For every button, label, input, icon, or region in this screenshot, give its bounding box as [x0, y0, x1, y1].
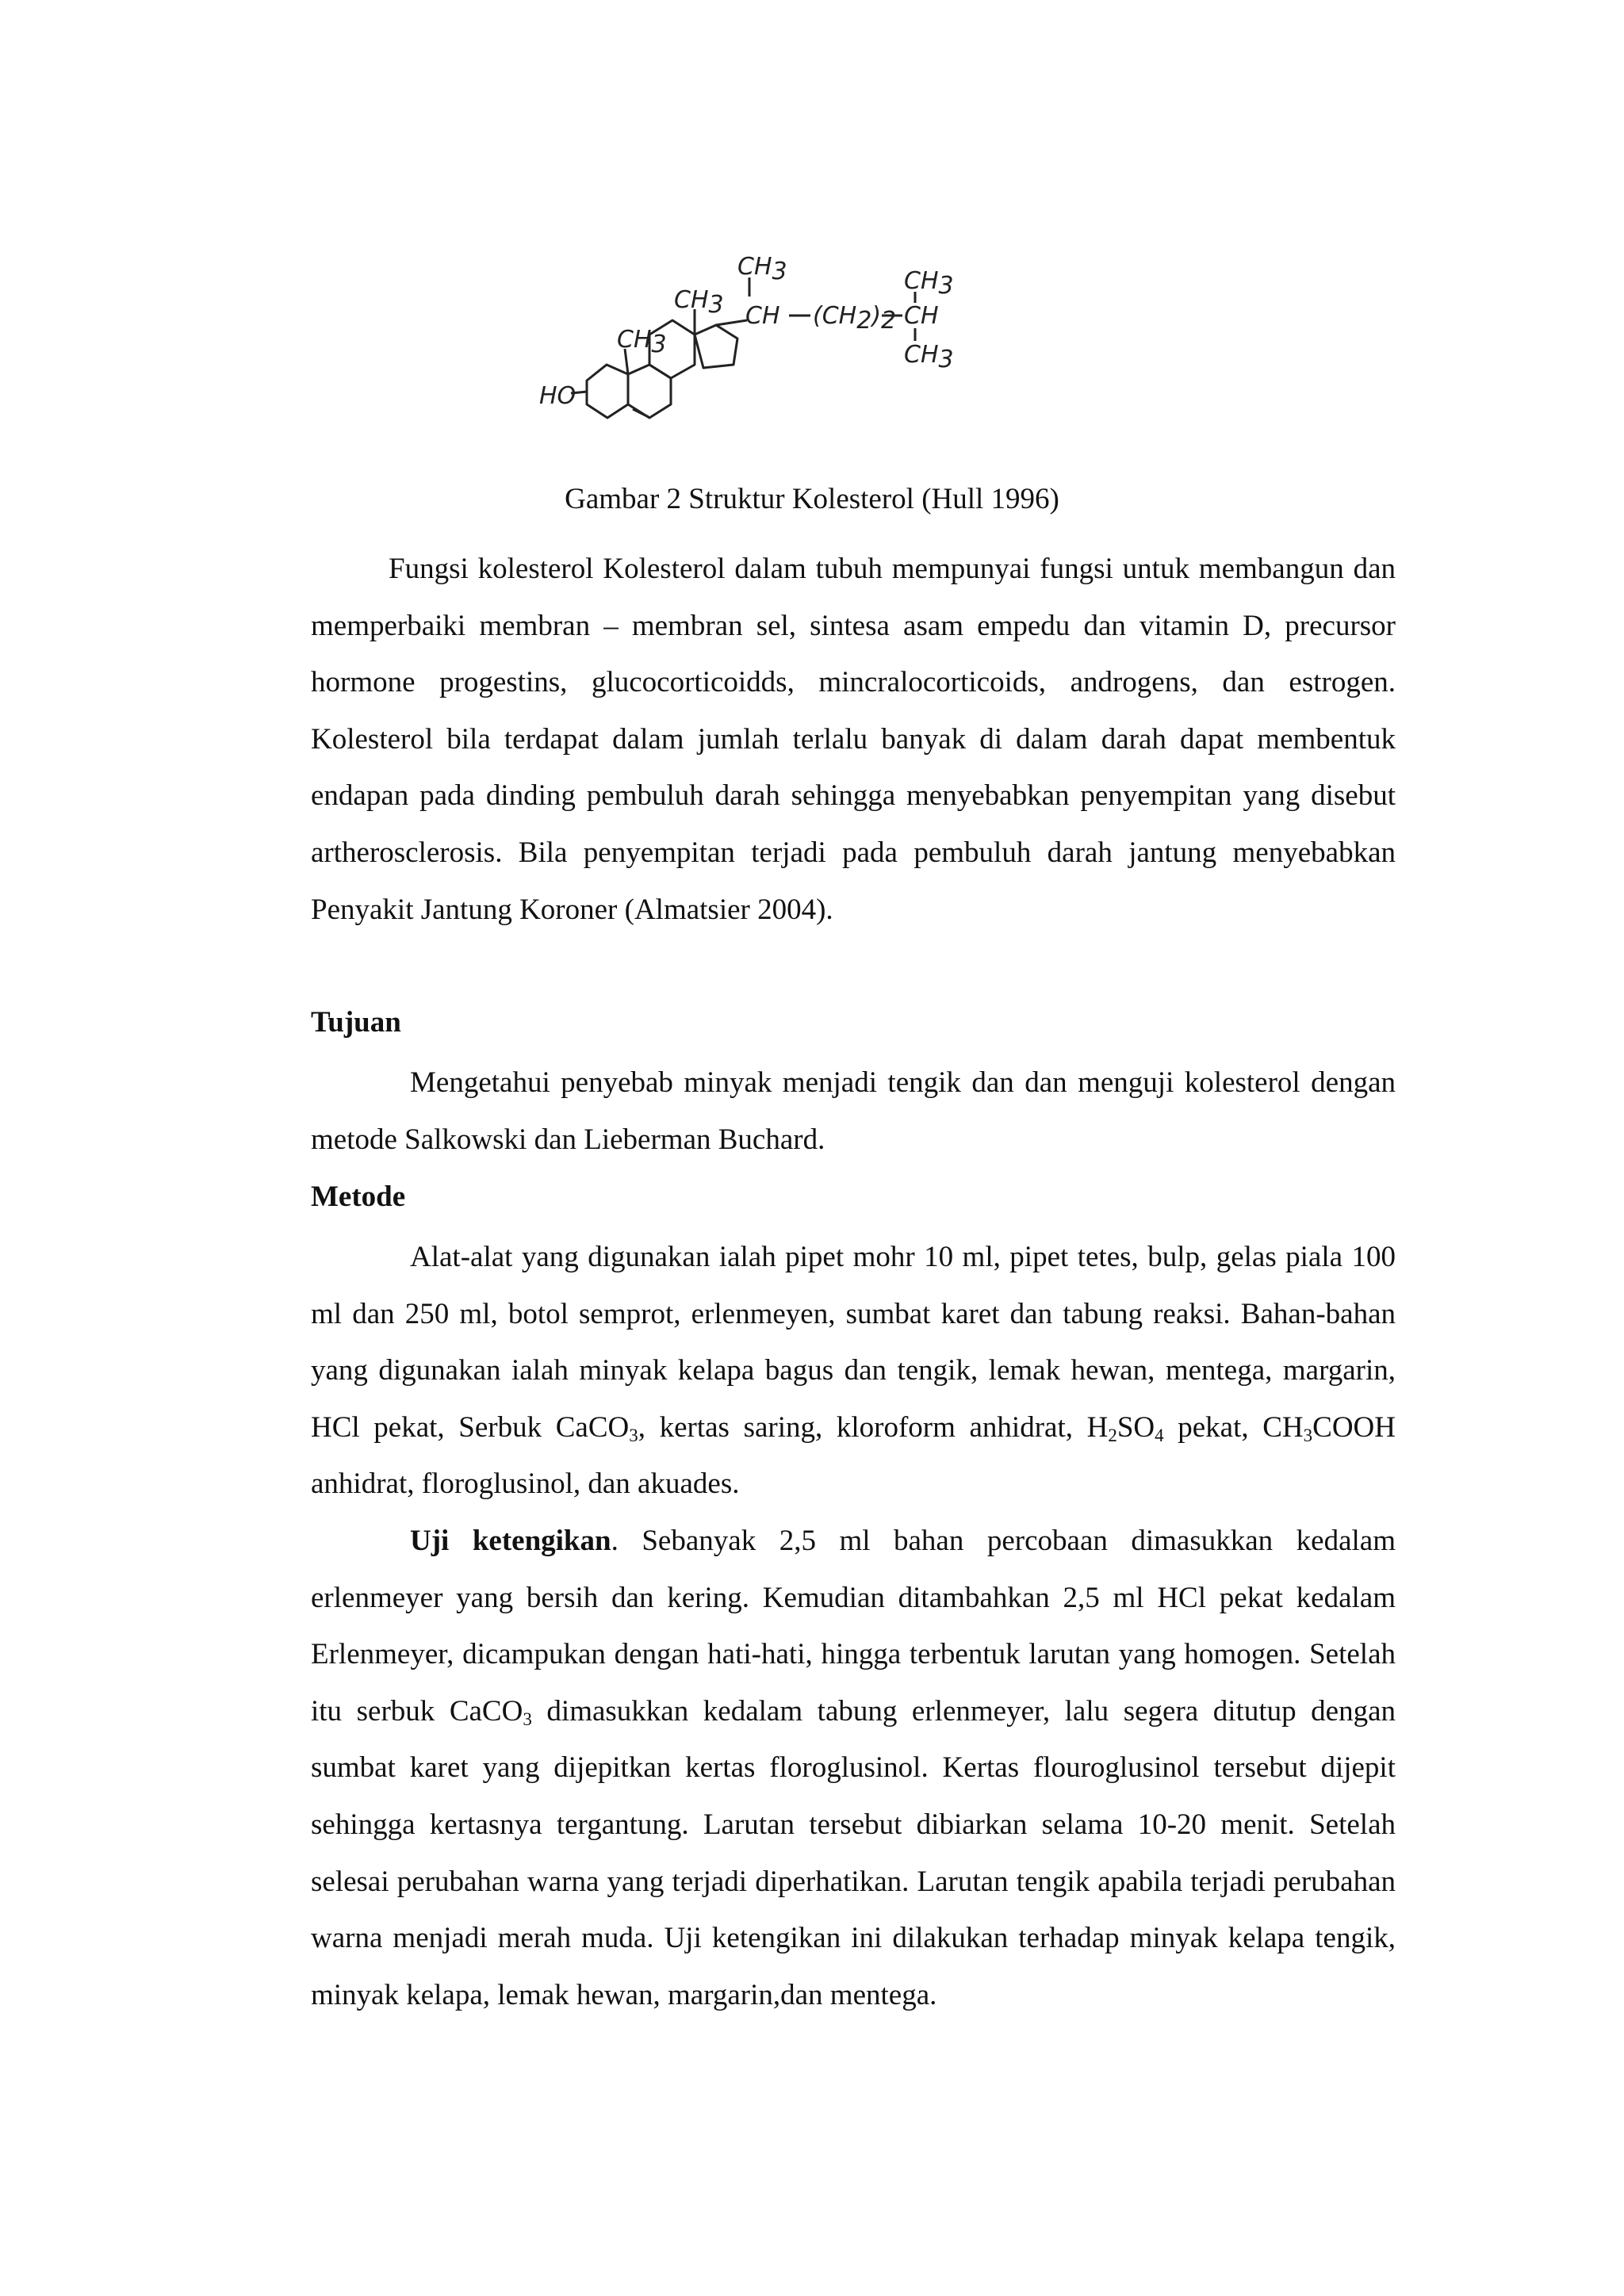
section-metode	[311, 1180, 1396, 2023]
alat-text-4: COOH anhidrat, floroglusinol, dan akuades.	[311, 1410, 1396, 1501]
uji-text-2: dimasukkan kedalam tabung erlenmeyer, lalu segera ditutup dengan sumbat karet yang dijepitkan kertas floroglusinol. Kertas flouroglusinol tersebut dijepit sehingga kertasnya tergantung. Larutan tersebut dibiarkan selama 10-20 menit. Setelah selesai perubahan warna yang terjadi diperhatikan. Larutan tengik apabila terjadi perubahan warna menjadi merah muda. Uji ketengikan ini dilakukan terhadap minyak kelapa tengik, minyak kelapa, lemak hewan, margarin,dan mentega.	[311, 1694, 1396, 2011]
alat-text-2: , kertas saring, kloroform anhidrat, H	[638, 1410, 1109, 1444]
ch-label-chain-1: CH	[745, 302, 780, 330]
ch3-label-ring-a: CH3	[617, 326, 667, 358]
ho-label: HO	[539, 382, 576, 410]
ch3-label-ring-c: CH3	[674, 286, 724, 319]
heading-tujuan: Tujuan	[311, 1006, 401, 1039]
paragraph-fungsi: Fungsi kolesterol Kolesterol dalam tubuh mempunyai fungsi untuk membangun dan memperbaiki membran – membran sel, sintesa asam empedu dan vitamin D, precursor hormone progestins, glucocorticoidds, mincralocorticoids, androgens, dan estrogen. Kolesterol bila terdapat dalam jumlah terlalu banyak di dalam darah dapat membentuk endapan pada dinding pembuluh darah sehingga menyebabkan penyempitan yang disebut artherosclerosis. Bila penyempitan terjadi pada pembuluh darah jantung menyebabkan Penyakit Jantung Koroner (Almatsier 2004).	[311, 553, 1396, 926]
ch3-label-end-bottom: CH3	[904, 341, 954, 373]
so-text: SO	[1116, 1410, 1155, 1444]
ch2-group-label: (CH2)2	[813, 302, 897, 335]
subscript: 3	[629, 1425, 638, 1445]
section-fungsi	[311, 541, 1396, 938]
subscript: 4	[1155, 1425, 1164, 1445]
section-tujuan	[311, 1005, 1396, 1168]
uji-ketengikan-title: Uji ketengikan	[410, 1524, 611, 1557]
alat-text-3: pekat, CH	[1163, 1410, 1304, 1444]
paragraph-alat-bahan	[311, 1229, 1396, 1513]
ch3-label-chain-top: CH3	[737, 253, 787, 285]
subscript: 3	[523, 1709, 532, 1729]
subscript: 3	[1303, 1425, 1313, 1445]
cholesterol-structure-diagram	[539, 247, 1110, 461]
heading-metode: Metode	[311, 1181, 406, 1213]
ch-label-chain-2: CH	[904, 302, 939, 330]
cholesterol-structure-figure	[539, 247, 1110, 461]
double-bond	[633, 409, 649, 417]
side-chain-bond	[716, 320, 747, 325]
figure-caption: Gambar 2 Struktur Kolesterol (Hull 1996)	[565, 483, 1059, 515]
ch3-label-end-top: CH3	[904, 267, 954, 300]
paragraph-tujuan: Mengetahui penyebab minyak menjadi tengik dan dan menguji kolesterol dengan metode Salkowski dan Lieberman Buchard.	[311, 1066, 1396, 1156]
ring-d	[695, 325, 737, 368]
ring-a	[587, 365, 628, 418]
subscript: 2	[1108, 1425, 1117, 1445]
alat-text: Alat-alat yang digunakan ialah pipet mohr 10 ml, pipet tetes, bulp, gelas piala 100 ml dan 250 ml, botol semprot, erlenmeyen, sumbat karet dan tabung reaksi. Bahan-bahan yang digunakan ialah minyak kelapa bagus dan tengik, lemak hewan, mentega, margarin, HCl pekat, Serbuk CaCO	[311, 1241, 1396, 1444]
uji-text-1: . Sebanyak 2,5 ml bahan percobaan dimasukkan kedalam erlenmeyer yang bersih dan kering. Kemudian ditambahkan 2,5 ml HCl pekat kedalam Erlenmeyer, dicampukan dengan hati-hati, hingga terbentuk larutan yang homogen. Setelah itu serbuk CaCO	[311, 1524, 1396, 1728]
paragraph-uji-ketengikan	[311, 1513, 1396, 2023]
